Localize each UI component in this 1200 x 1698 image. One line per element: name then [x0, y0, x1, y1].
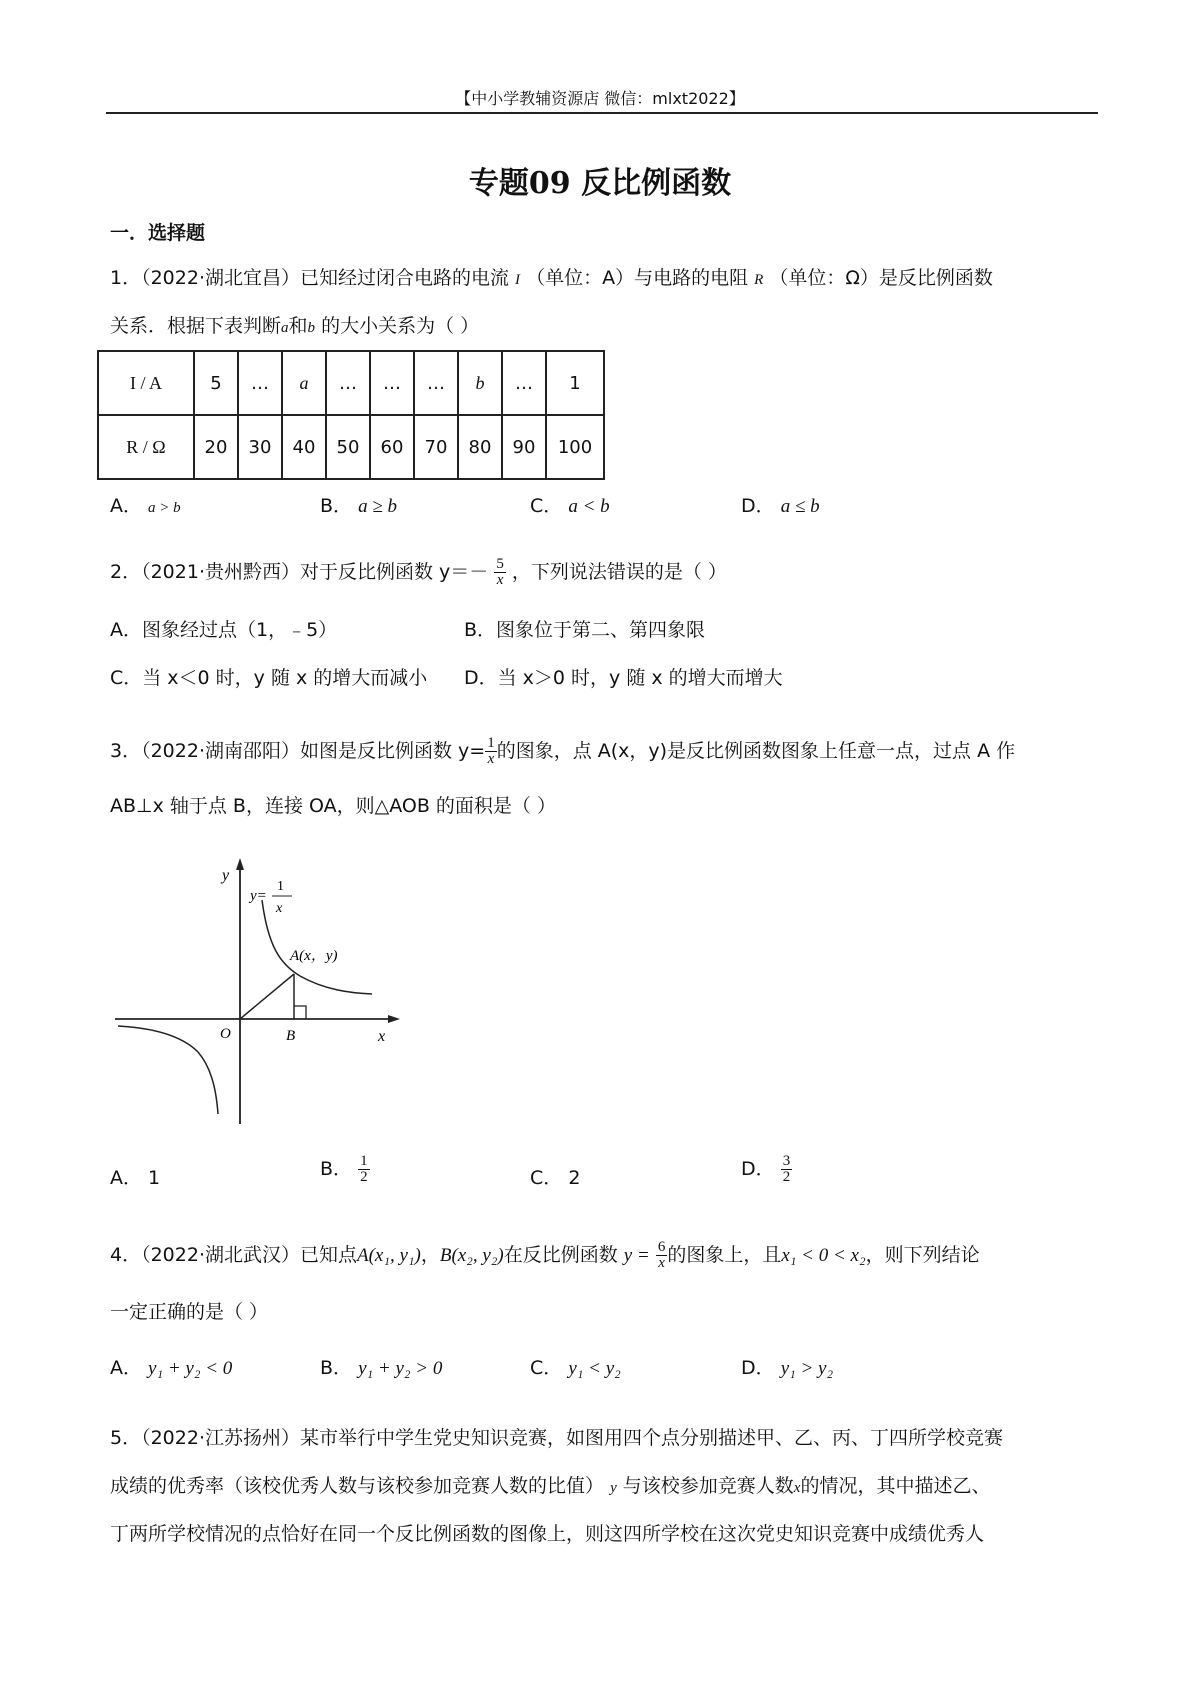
option-label: B． [320, 1158, 353, 1180]
option-label: C． [530, 1357, 563, 1379]
option-label: C． [530, 495, 563, 517]
q4-option-d [741, 1356, 833, 1381]
q3-equation: y= [458, 740, 486, 762]
q3-option-c [530, 1166, 580, 1190]
q4-stem-line2: 一定正确的是（ ） [110, 1301, 269, 1323]
x-axis-arrow [388, 1015, 400, 1023]
q1-line2 [110, 314, 479, 340]
curve-equation-denominator: x [276, 901, 283, 916]
q3-hyperbola-figure [110, 846, 420, 1126]
section-heading: 一．选择题 [110, 222, 206, 244]
q4-option-b [320, 1356, 442, 1381]
q3-option-b [320, 1154, 370, 1185]
fraction-denominator: 2 [360, 1169, 368, 1185]
q4-text-b: 在反比例函数 [503, 1244, 618, 1266]
right-angle-mark [294, 1006, 306, 1019]
hyperbola-branch-third-quadrant [118, 1026, 218, 1114]
x-axis-label: x [378, 1028, 386, 1045]
q4-condition: x₁ < 0 < x₂ [781, 1245, 866, 1266]
q4-point-a: A(x₁, y₁) [356, 1245, 421, 1266]
q5-text-a: 成绩的优秀率（该校优秀人数与该校参加竞赛人数的比值） [110, 1475, 605, 1497]
q3-stem-line2: AB⊥x 轴于点 B，连接 OA，则△AOB 的面积是（ ） [110, 795, 556, 817]
curve-equation-numerator: 1 [277, 879, 284, 894]
q1-text-b: （单位：A）与电路的电阻 [526, 267, 749, 289]
q2-option-b: B．图象位于第二、第四象限 [464, 619, 706, 641]
fraction-denominator: x [487, 751, 495, 767]
q5-var-y: y [610, 1480, 617, 1496]
fraction-numerator: 1 [487, 735, 495, 751]
q2-fraction [494, 557, 506, 588]
y-axis-arrow [236, 858, 244, 870]
curve-equation-label: y= [250, 888, 267, 904]
q1-text-d: 关系．根据下表判断 [110, 315, 282, 337]
table-cell: 80 [458, 415, 502, 479]
q1-option-c [530, 494, 610, 519]
table-cell: 40 [282, 415, 326, 479]
table-cell: 5 [194, 351, 238, 415]
option-text: a < b [568, 496, 610, 517]
option-fraction [358, 1154, 370, 1185]
table-cell: 50 [326, 415, 370, 479]
table-cell: 100 [546, 415, 604, 479]
q4-text-a: 4．（2022·湖北武汉）已知点 [110, 1244, 357, 1266]
q2-stem [110, 557, 727, 588]
option-label: A． [110, 1167, 142, 1189]
q1-var-a: a [281, 320, 289, 336]
q4-equation: y = [623, 1245, 650, 1266]
table-cell: … [370, 351, 414, 415]
table-cell: b [458, 351, 502, 415]
table-cell: 20 [194, 415, 238, 479]
option-text: y₁ + y₂ > 0 [358, 1358, 443, 1379]
q3-stem-line1 [110, 736, 1015, 767]
q4-fraction [656, 1240, 668, 1271]
q5-text-b: 与该校参加竞赛人数 [622, 1475, 794, 1497]
q1-data-table [97, 350, 605, 480]
option-text: y₁ < y₂ [568, 1358, 621, 1379]
table-cell: 30 [238, 415, 282, 479]
option-text: a > b [148, 500, 181, 516]
table-cell: … [414, 351, 458, 415]
option-label: C． [530, 1167, 563, 1189]
fraction-numerator: 3 [782, 1153, 791, 1169]
option-label: A． [110, 495, 142, 517]
q4-text-c: 的图象上，且 [667, 1244, 782, 1266]
q2-option-a: A．图象经过点（1，﹣5） [110, 619, 338, 641]
table-cell: … [502, 351, 546, 415]
q3-option-a [110, 1166, 160, 1190]
table-cell: 70 [414, 415, 458, 479]
table-row [98, 415, 604, 479]
option-label: B． [320, 1357, 353, 1379]
point-a-label: A(x，y) [290, 948, 338, 964]
q4-point-b: B(x₂, y₂) [439, 1245, 504, 1266]
table-cell: … [326, 351, 370, 415]
table-cell: I / A [98, 351, 194, 415]
q1-option-b [320, 494, 397, 519]
table-cell: 90 [502, 415, 546, 479]
option-fraction [781, 1154, 793, 1185]
q1-var-R: R [754, 272, 764, 288]
q1-text-c: （单位：Ω）是反比例函数 [769, 267, 993, 289]
q2-option-d: D．当 x＞0 时，y 随 x 的增大而增大 [464, 667, 783, 689]
q4-option-a [110, 1356, 232, 1381]
q3-fraction [485, 736, 497, 767]
table-cell: … [238, 351, 282, 415]
q2-option-c: C．当 x＜0 时，y 随 x 的增大而减小 [110, 667, 428, 689]
point-b-label: B [286, 1028, 296, 1044]
option-label: A． [110, 1357, 142, 1379]
q1-text-a: 1．（2022·湖北宜昌）已知经过闭合电路的电流 [110, 267, 509, 289]
q1-text-e: 的大小关系为（ ） [321, 315, 480, 337]
q1-var-I: I [515, 272, 521, 288]
q5-line3: 丁两所学校情况的点恰好在同一个反比例函数的图像上，则这四所学校在这次党史知识竞赛中成绩优秀人 [110, 1523, 985, 1545]
q3-option-d [741, 1154, 792, 1185]
option-text: 1 [148, 1167, 161, 1189]
q1-option-d [741, 494, 820, 519]
table-cell: 1 [546, 351, 604, 415]
option-text: a ≥ b [358, 496, 398, 517]
q1-var-b: b [307, 320, 316, 336]
q5-text-c: 的情况，其中描述乙、 [800, 1475, 991, 1497]
q4-separator: ， [420, 1244, 440, 1266]
q4-option-c [530, 1356, 621, 1381]
fraction-numerator: 6 [657, 1239, 666, 1255]
q2-text-a: 2．（2021·贵州黔西）对于反比例函数 [110, 561, 433, 583]
table-row [98, 351, 604, 415]
origin-label: O [220, 1026, 231, 1042]
q4-text-d: ，则下列结论 [865, 1244, 980, 1266]
fraction-denominator: 2 [782, 1169, 791, 1185]
fraction-numerator: 5 [496, 556, 504, 572]
q5-line2 [110, 1474, 990, 1500]
q2-text-b: ，下列说法错误的是（ ） [511, 561, 727, 583]
page-title: 专题09 反比例函数 [468, 166, 732, 201]
option-text: y₁ + y₂ < 0 [148, 1358, 233, 1379]
q2-equation: y＝－ [439, 561, 489, 583]
q1-option-a [110, 494, 181, 520]
y-axis-label: y [222, 867, 230, 884]
table-cell: a [282, 351, 326, 415]
option-text: 2 [568, 1167, 581, 1189]
fraction-denominator: x [658, 1255, 665, 1271]
option-label: D． [741, 495, 775, 517]
q5-var-x: x [793, 1480, 801, 1496]
q3-text-b: 的图象，点 A(x，y)是反比例函数图象上任意一点，过点 A 作 [496, 740, 1016, 762]
table-cell: 60 [370, 415, 414, 479]
option-text: a ≤ b [780, 496, 820, 517]
header-divider [106, 112, 1098, 114]
fraction-numerator: 1 [360, 1153, 368, 1169]
option-label: B． [320, 495, 353, 517]
q1-text-and: 和 [288, 315, 308, 337]
option-label: D． [741, 1357, 775, 1379]
page-header: 【中小学教辅资源店 微信：mlxt2022】 [455, 89, 745, 108]
q5-line1: 5．（2022·江苏扬州）某市举行中学生党史知识竞赛，如图用四个点分别描述甲、乙、丙、丁四所学校竞赛 [110, 1427, 1003, 1449]
segment-oa [240, 974, 294, 1019]
q3-text-a: 3．（2022·湖南邵阳）如图是反比例函数 [110, 740, 452, 762]
option-label: D． [741, 1158, 775, 1180]
option-text: y₁ > y₂ [780, 1358, 834, 1379]
q4-stem-line1 [110, 1240, 980, 1271]
table-cell: R / Ω [98, 415, 194, 479]
q1-line1 [110, 266, 993, 292]
fraction-denominator: x [496, 572, 504, 588]
